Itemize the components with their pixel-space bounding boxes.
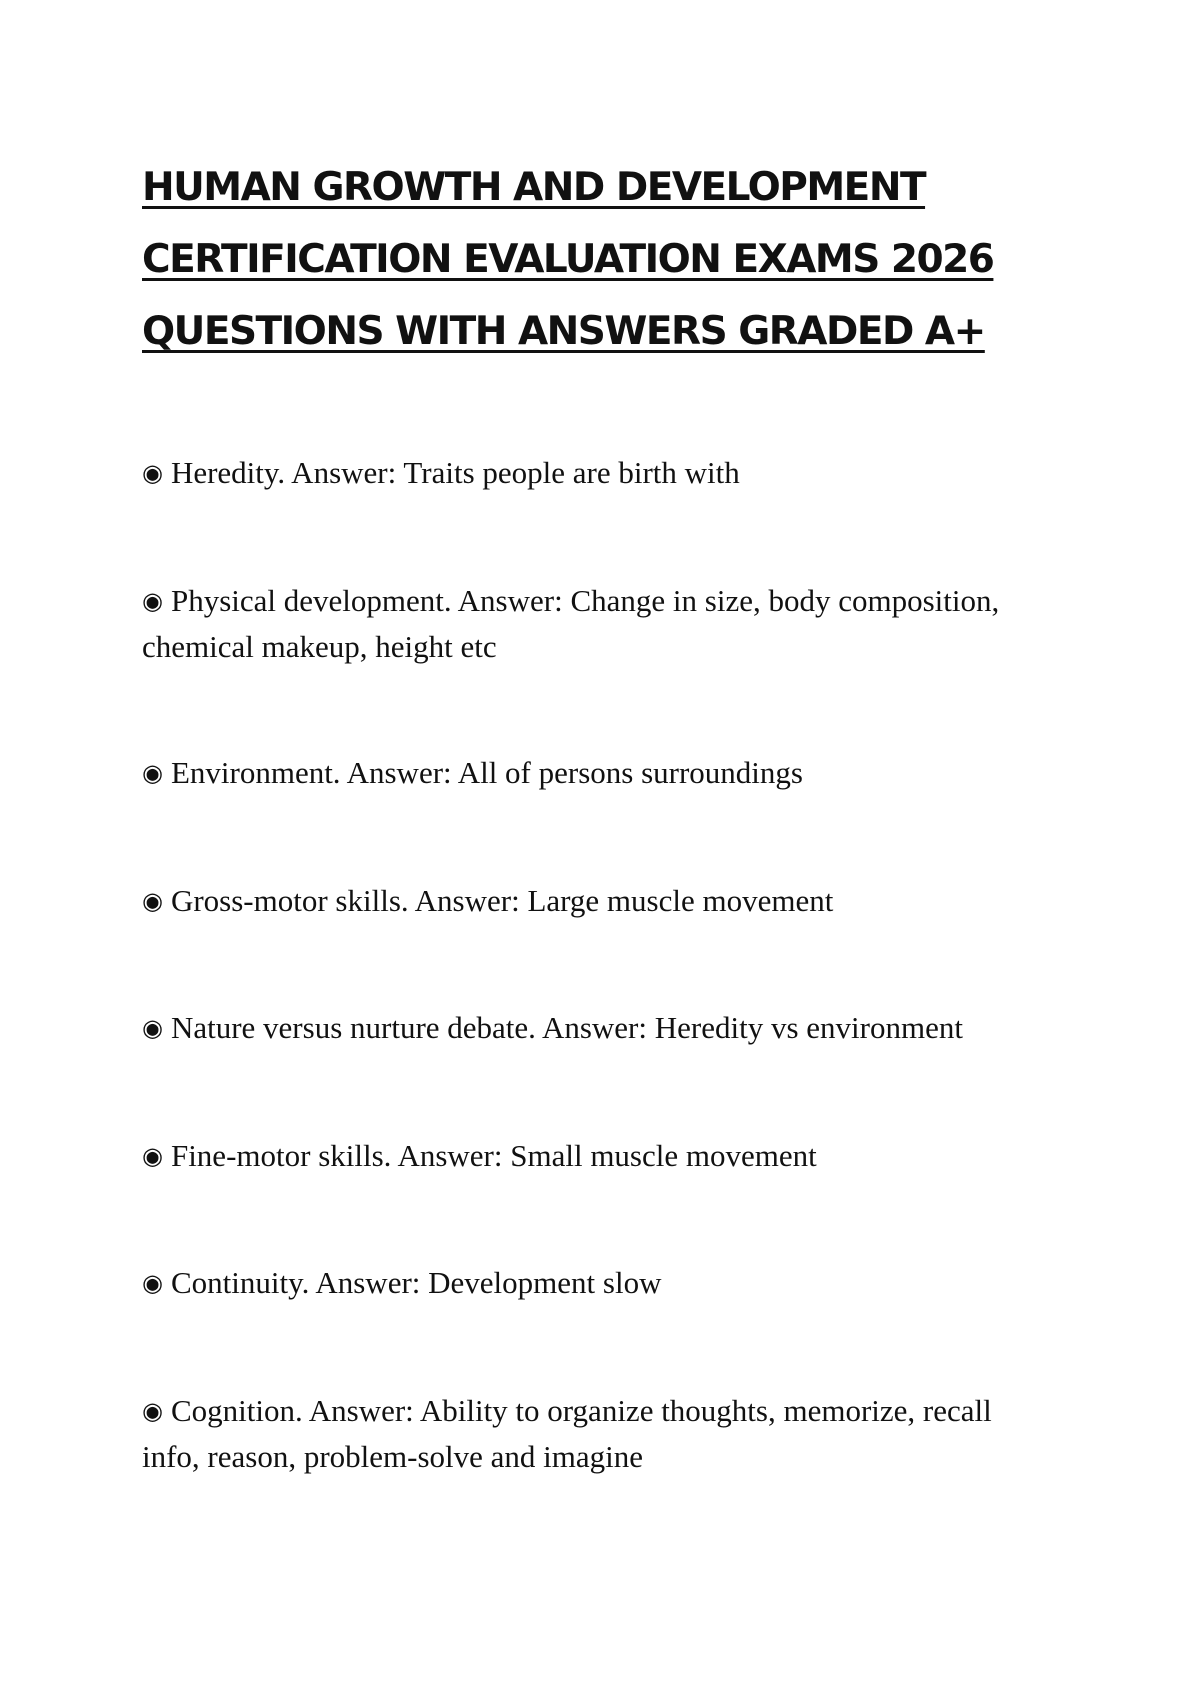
qa-item	[142, 1005, 963, 1051]
qa-answer: Development slow	[428, 1265, 662, 1300]
qa-term: Heredity. Answer:	[170, 455, 404, 490]
qa-term: Physical development. Answer:	[170, 583, 571, 618]
qa-answer: Change in size, body composition, chemical makeup, height etc	[142, 583, 1000, 664]
bullet-icon: ◉	[142, 1014, 163, 1042]
qa-term: Continuity. Answer:	[170, 1265, 429, 1300]
qa-term: Gross-motor skills. Answer:	[170, 883, 528, 918]
qa-answer: Small muscle movement	[510, 1138, 817, 1173]
bullet-icon: ◉	[142, 587, 163, 615]
bullet-icon: ◉	[142, 887, 163, 915]
qa-answer: All of persons surroundings	[457, 755, 803, 790]
title-line: HUMAN GROWTH AND DEVELOPMENT	[142, 165, 926, 210]
qa-item	[142, 750, 803, 796]
qa-item	[142, 878, 833, 924]
qa-item	[142, 450, 740, 496]
title-line: QUESTIONS WITH ANSWERS GRADED A+	[142, 309, 985, 354]
bullet-icon: ◉	[142, 1142, 163, 1170]
bullet-icon: ◉	[142, 1397, 163, 1425]
qa-term: Fine-motor skills. Answer:	[170, 1138, 511, 1173]
qa-item	[142, 1133, 817, 1179]
bullet-icon: ◉	[142, 1269, 163, 1297]
qa-term: Cognition. Answer:	[170, 1393, 420, 1428]
qa-answer: Large muscle movement	[527, 883, 834, 918]
qa-item	[142, 1388, 1042, 1479]
qa-term: Environment. Answer:	[170, 755, 458, 790]
qa-term: Nature versus nurture debate. Answer:	[170, 1010, 655, 1045]
title-line: CERTIFICATION EVALUATION EXAMS 2026	[142, 237, 994, 282]
qa-item	[142, 578, 1042, 669]
qa-item	[142, 1260, 661, 1306]
qa-answer: Ability to organize thoughts, memorize, recall info, reason, problem-solve and imagine	[142, 1393, 992, 1474]
qa-answer: Heredity vs environment	[654, 1010, 963, 1045]
bullet-icon: ◉	[142, 459, 163, 487]
qa-answer: Traits people are birth with	[403, 455, 740, 490]
document-title	[142, 152, 1042, 368]
bullet-icon: ◉	[142, 759, 163, 787]
